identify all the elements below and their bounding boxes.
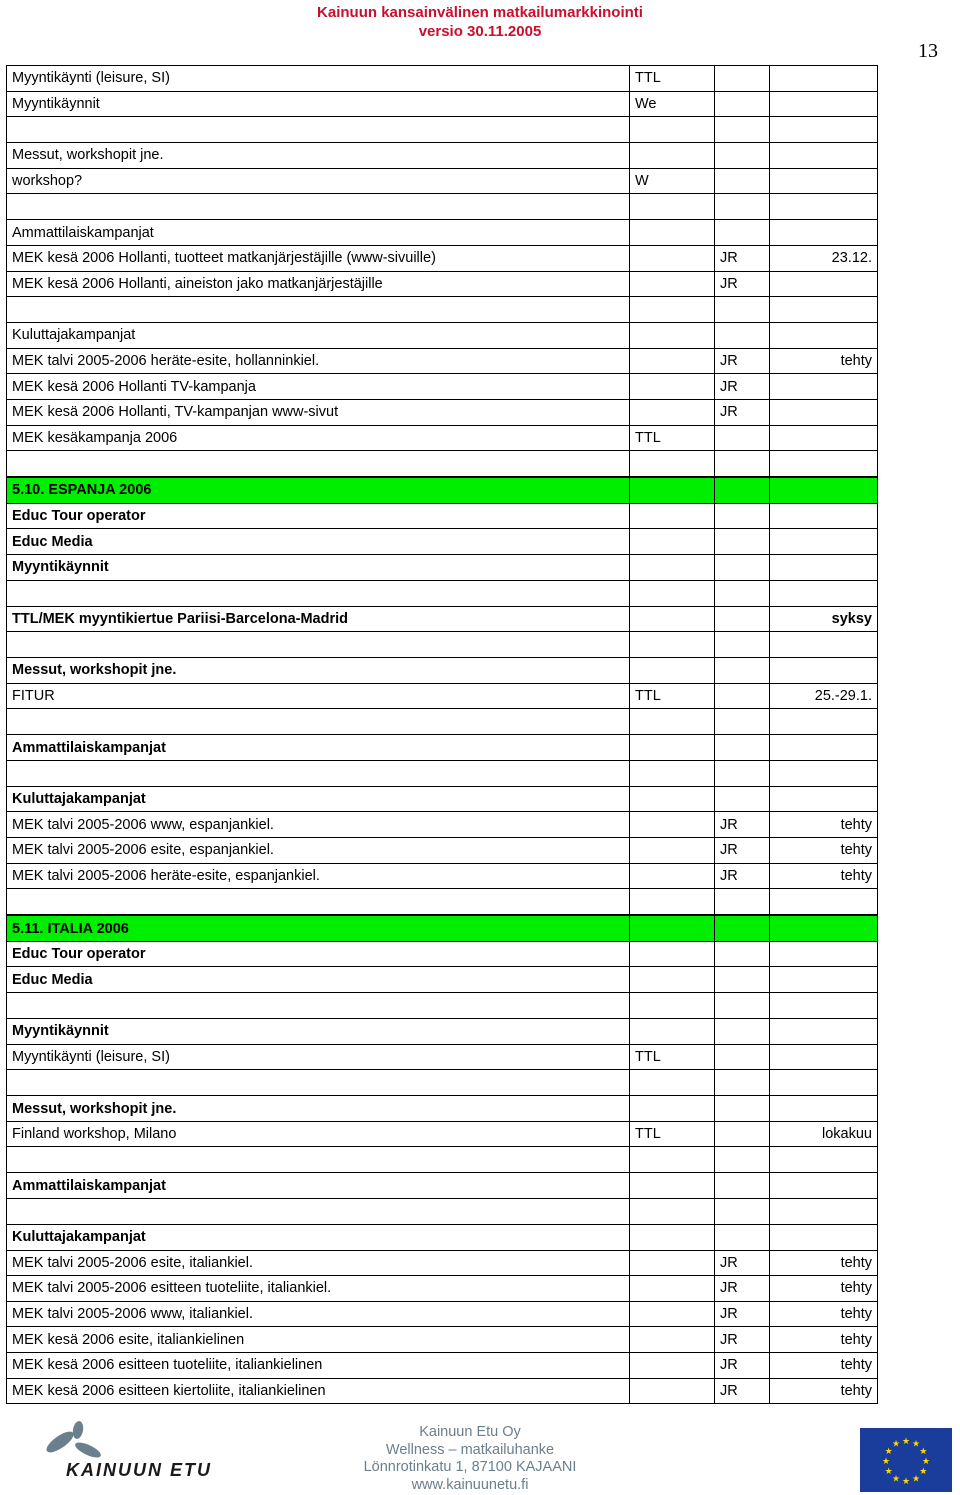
street-address: Lönnrotinkatu 1, 87100 KAJAANI (363, 1459, 577, 1475)
date-cell (770, 786, 878, 812)
date-cell (770, 1070, 878, 1096)
responsible-cell (630, 812, 715, 838)
item-cell: Educ Media (7, 529, 630, 555)
date-cell (770, 477, 878, 503)
owner-cell (715, 477, 770, 503)
table-row (7, 66, 878, 92)
responsible-cell (630, 1276, 715, 1302)
date-cell (770, 1225, 878, 1251)
table-row (7, 863, 878, 889)
table-row (7, 1301, 878, 1327)
owner-cell (715, 709, 770, 735)
eu-star-icon: ★ (911, 1438, 921, 1449)
date-cell (770, 1147, 878, 1173)
owner-cell: JR (715, 245, 770, 271)
date-cell (770, 503, 878, 529)
table-row (7, 1327, 878, 1353)
owner-cell: JR (715, 1327, 770, 1353)
responsible-cell (630, 1199, 715, 1225)
owner-cell: JR (715, 348, 770, 374)
responsible-cell (630, 297, 715, 323)
owner-cell (715, 915, 770, 941)
responsible-cell (630, 477, 715, 503)
owner-cell (715, 220, 770, 246)
owner-cell (715, 786, 770, 812)
logo-wordmark: KAINUUN ETU (66, 1460, 212, 1480)
table-row (7, 91, 878, 117)
responsible-cell (630, 580, 715, 606)
date-cell: tehty (770, 1352, 878, 1378)
owner-cell (715, 451, 770, 478)
date-cell: lokakuu (770, 1121, 878, 1147)
date-cell (770, 993, 878, 1019)
item-cell: MEK kesä 2006 Hollanti TV-kampanja (7, 374, 630, 400)
document-header (0, 3, 960, 41)
responsible-cell (630, 709, 715, 735)
owner-cell (715, 1225, 770, 1251)
table-row (7, 1121, 878, 1147)
date-cell (770, 967, 878, 993)
responsible-cell (630, 1019, 715, 1045)
spacer-row (7, 632, 878, 658)
item-cell: workshop? (7, 168, 630, 194)
owner-cell (715, 632, 770, 658)
responsible-cell (630, 967, 715, 993)
date-cell: 25.-29.1. (770, 683, 878, 709)
item-cell: MEK kesä 2006 Hollanti, TV-kampanjan www-sivut (7, 399, 630, 425)
kainuun-etu-logo (30, 1420, 220, 1480)
owner-cell (715, 1070, 770, 1096)
eu-star-icon: ★ (881, 1456, 891, 1466)
owner-cell (715, 117, 770, 143)
owner-cell: JR (715, 838, 770, 864)
owner-cell (715, 889, 770, 916)
item-cell: Educ Tour operator (7, 941, 630, 967)
spacer-row (7, 889, 878, 916)
owner-cell (715, 194, 770, 220)
marketing-plan-table (6, 65, 878, 1404)
responsible-cell (630, 271, 715, 297)
spacer-row (7, 194, 878, 220)
responsible-cell (630, 1378, 715, 1404)
owner-cell (715, 683, 770, 709)
date-cell (770, 1199, 878, 1225)
table-row (7, 529, 878, 555)
responsible-cell (630, 1173, 715, 1199)
item-cell: Educ Tour operator (7, 503, 630, 529)
item-cell: MEK talvi 2005-2006 esite, espanjankiel. (7, 838, 630, 864)
eu-star-icon: ★ (919, 1466, 928, 1476)
header-version: versio 30.11.2005 (418, 23, 542, 40)
item-cell (7, 1199, 630, 1225)
owner-cell (715, 554, 770, 580)
responsible-cell (630, 760, 715, 786)
owner-cell (715, 735, 770, 761)
table-row (7, 1378, 878, 1404)
table-row (7, 606, 878, 632)
responsible-cell: W (630, 168, 715, 194)
table-row (7, 168, 878, 194)
item-cell: Educ Media (7, 967, 630, 993)
item-cell (7, 451, 630, 478)
date-cell: 23.12. (770, 245, 878, 271)
owner-cell: JR (715, 812, 770, 838)
item-cell: MEK talvi 2005-2006 www, italiankiel. (7, 1301, 630, 1327)
item-cell: MEK talvi 2005-2006 esite, italiankiel. (7, 1250, 630, 1276)
item-cell: Ammattilaiskampanjat (7, 1173, 630, 1199)
owner-cell (715, 941, 770, 967)
owner-cell: JR (715, 271, 770, 297)
item-cell: MEK talvi 2005-2006 www, espanjankiel. (7, 812, 630, 838)
responsible-cell (630, 194, 715, 220)
owner-cell (715, 66, 770, 92)
responsible-cell: We (630, 91, 715, 117)
owner-cell: JR (715, 863, 770, 889)
item-cell: Myyntikäynnit (7, 554, 630, 580)
item-cell: Kuluttajakampanjat (7, 786, 630, 812)
responsible-cell (630, 245, 715, 271)
owner-cell (715, 1019, 770, 1045)
responsible-cell (630, 374, 715, 400)
responsible-cell: TTL (630, 683, 715, 709)
table-row (7, 1096, 878, 1122)
spacer-row (7, 709, 878, 735)
responsible-cell (630, 915, 715, 941)
date-cell (770, 399, 878, 425)
date-cell (770, 889, 878, 916)
item-cell: MEK kesä 2006 esite, italiankielinen (7, 1327, 630, 1353)
table-row (7, 323, 878, 349)
table-row (7, 1019, 878, 1045)
date-cell: tehty (770, 1250, 878, 1276)
owner-cell: JR (715, 1352, 770, 1378)
item-cell: Myyntikäynti (leisure, SI) (7, 1044, 630, 1070)
table-row (7, 967, 878, 993)
responsible-cell (630, 889, 715, 916)
date-cell (770, 529, 878, 555)
responsible-cell (630, 503, 715, 529)
date-cell: tehty (770, 1327, 878, 1353)
responsible-cell (630, 220, 715, 246)
date-cell (770, 117, 878, 143)
responsible-cell (630, 606, 715, 632)
owner-cell (715, 323, 770, 349)
website-link[interactable]: www.kainuunetu.fi (411, 1476, 529, 1493)
date-cell (770, 554, 878, 580)
responsible-cell (630, 1352, 715, 1378)
item-cell (7, 1070, 630, 1096)
table-row (7, 941, 878, 967)
responsible-cell: TTL (630, 1044, 715, 1070)
date-cell (770, 632, 878, 658)
responsible-cell (630, 1096, 715, 1122)
item-cell (7, 1147, 630, 1173)
eu-star-icon: ★ (901, 1436, 911, 1446)
eu-star-icon: ★ (911, 1473, 921, 1484)
table-row (7, 245, 878, 271)
item-cell: 5.10. ESPANJA 2006 (7, 477, 630, 503)
item-cell: FITUR (7, 683, 630, 709)
responsible-cell (630, 1327, 715, 1353)
project-name: Wellness – matkailuhanke (385, 1441, 555, 1458)
table-row (7, 1225, 878, 1251)
section-header-row (7, 915, 878, 941)
spacer-row (7, 117, 878, 143)
date-cell (770, 66, 878, 92)
item-cell: Messut, workshopit jne. (7, 143, 630, 169)
owner-cell (715, 168, 770, 194)
table-row (7, 220, 878, 246)
date-cell (770, 220, 878, 246)
date-cell (770, 194, 878, 220)
eu-star-icon: ★ (884, 1446, 893, 1456)
item-cell (7, 632, 630, 658)
spacer-row (7, 297, 878, 323)
item-cell (7, 194, 630, 220)
item-cell: MEK kesä 2006 esitteen tuoteliite, italiankielinen (7, 1352, 630, 1378)
eu-star-icon: ★ (919, 1446, 928, 1456)
table-row (7, 425, 878, 451)
date-cell (770, 941, 878, 967)
spacer-row (7, 1070, 878, 1096)
owner-cell (715, 425, 770, 451)
responsible-cell (630, 451, 715, 478)
owner-cell (715, 1199, 770, 1225)
date-cell: tehty (770, 1276, 878, 1302)
eu-flag-icon (860, 1428, 952, 1492)
responsible-cell (630, 554, 715, 580)
date-cell (770, 1044, 878, 1070)
item-cell: TTL/MEK myyntikiertue Pariisi-Barcelona-Madrid (7, 606, 630, 632)
table-row (7, 786, 878, 812)
item-cell: Ammattilaiskampanjat (7, 735, 630, 761)
eu-star-icon: ★ (921, 1456, 931, 1466)
owner-cell (715, 297, 770, 323)
date-cell (770, 425, 878, 451)
date-cell (770, 1173, 878, 1199)
owner-cell (715, 143, 770, 169)
responsible-cell (630, 1070, 715, 1096)
item-cell (7, 889, 630, 916)
owner-cell: JR (715, 1301, 770, 1327)
section-header-row (7, 477, 878, 503)
item-cell: MEK kesä 2006 Hollanti, aineiston jako matkanjärjestäjille (7, 271, 630, 297)
header-title: Kainuun kansainvälinen matkailumarkkinointi (317, 4, 643, 21)
table-row (7, 143, 878, 169)
item-cell (7, 297, 630, 323)
owner-cell (715, 1121, 770, 1147)
item-cell: Messut, workshopit jne. (7, 658, 630, 684)
table-row (7, 683, 878, 709)
item-cell (7, 580, 630, 606)
date-cell (770, 580, 878, 606)
date-cell: syksy (770, 606, 878, 632)
date-cell (770, 709, 878, 735)
item-cell: MEK kesäkampanja 2006 (7, 425, 630, 451)
table-row (7, 271, 878, 297)
responsible-cell (630, 632, 715, 658)
date-cell: tehty (770, 348, 878, 374)
spacer-row (7, 1199, 878, 1225)
spacer-row (7, 993, 878, 1019)
item-cell: 5.11. ITALIA 2006 (7, 915, 630, 941)
date-cell: tehty (770, 812, 878, 838)
owner-cell (715, 993, 770, 1019)
owner-cell (715, 967, 770, 993)
item-cell: Myyntikäynnit (7, 91, 630, 117)
responsible-cell (630, 735, 715, 761)
responsible-cell (630, 1301, 715, 1327)
date-cell: tehty (770, 1301, 878, 1327)
item-cell: Messut, workshopit jne. (7, 1096, 630, 1122)
owner-cell: JR (715, 374, 770, 400)
responsible-cell (630, 1225, 715, 1251)
spacer-row (7, 580, 878, 606)
responsible-cell (630, 993, 715, 1019)
date-cell: tehty (770, 838, 878, 864)
item-cell: Kuluttajakampanjat (7, 323, 630, 349)
item-cell: Myyntikäynti (leisure, SI) (7, 66, 630, 92)
owner-cell (715, 503, 770, 529)
date-cell (770, 1019, 878, 1045)
owner-cell (715, 658, 770, 684)
spacer-row (7, 451, 878, 478)
item-cell: MEK kesä 2006 esitteen kiertoliite, italiankielinen (7, 1378, 630, 1404)
date-cell (770, 915, 878, 941)
responsible-cell (630, 786, 715, 812)
item-cell: MEK talvi 2005-2006 heräte-esite, espanjankiel. (7, 863, 630, 889)
table-row (7, 735, 878, 761)
table-row (7, 1173, 878, 1199)
owner-cell (715, 580, 770, 606)
table-row (7, 1276, 878, 1302)
owner-cell (715, 760, 770, 786)
date-cell (770, 323, 878, 349)
item-cell: Ammattilaiskampanjat (7, 220, 630, 246)
owner-cell: JR (715, 1276, 770, 1302)
date-cell: tehty (770, 1378, 878, 1404)
date-cell (770, 1096, 878, 1122)
item-cell: MEK kesä 2006 Hollanti, tuotteet matkanjärjestäjille (www-sivuille) (7, 245, 630, 271)
owner-cell (715, 91, 770, 117)
owner-cell (715, 1096, 770, 1122)
company-name: Kainuun Etu Oy (419, 1424, 521, 1440)
date-cell (770, 658, 878, 684)
owner-cell (715, 1147, 770, 1173)
responsible-cell (630, 838, 715, 864)
responsible-cell (630, 941, 715, 967)
responsible-cell (630, 323, 715, 349)
date-cell (770, 143, 878, 169)
eu-star-icon: ★ (891, 1438, 901, 1449)
table-row (7, 1250, 878, 1276)
table-row (7, 838, 878, 864)
responsible-cell (630, 1250, 715, 1276)
responsible-cell (630, 658, 715, 684)
responsible-cell: TTL (630, 1121, 715, 1147)
table-row (7, 1044, 878, 1070)
date-cell (770, 374, 878, 400)
date-cell (770, 271, 878, 297)
table-row (7, 348, 878, 374)
responsible-cell (630, 117, 715, 143)
owner-cell (715, 1044, 770, 1070)
responsible-cell: TTL (630, 66, 715, 92)
date-cell (770, 735, 878, 761)
table-row (7, 399, 878, 425)
item-cell (7, 709, 630, 735)
table-row (7, 554, 878, 580)
item-cell (7, 117, 630, 143)
owner-cell (715, 1173, 770, 1199)
spacer-row (7, 1147, 878, 1173)
footer-address (300, 1424, 640, 1494)
responsible-cell (630, 143, 715, 169)
table-row (7, 812, 878, 838)
table-row (7, 658, 878, 684)
date-cell (770, 168, 878, 194)
item-cell: MEK talvi 2005-2006 heräte-esite, hollanninkiel. (7, 348, 630, 374)
owner-cell: JR (715, 399, 770, 425)
date-cell (770, 297, 878, 323)
page-number: 13 (918, 40, 938, 62)
item-cell: Myyntikäynnit (7, 1019, 630, 1045)
responsible-cell (630, 529, 715, 555)
responsible-cell (630, 863, 715, 889)
item-cell (7, 993, 630, 1019)
owner-cell (715, 606, 770, 632)
item-cell: Finland workshop, Milano (7, 1121, 630, 1147)
item-cell: MEK talvi 2005-2006 esitteen tuoteliite, italiankiel. (7, 1276, 630, 1302)
date-cell (770, 91, 878, 117)
responsible-cell (630, 399, 715, 425)
table-row (7, 374, 878, 400)
item-cell: Kuluttajakampanjat (7, 1225, 630, 1251)
item-cell (7, 760, 630, 786)
table-row (7, 1352, 878, 1378)
spacer-row (7, 760, 878, 786)
date-cell (770, 760, 878, 786)
eu-star-icon: ★ (884, 1466, 893, 1476)
owner-cell: JR (715, 1250, 770, 1276)
date-cell: tehty (770, 863, 878, 889)
eu-star-icon: ★ (891, 1473, 901, 1484)
responsible-cell (630, 1147, 715, 1173)
date-cell (770, 451, 878, 478)
owner-cell: JR (715, 1378, 770, 1404)
eu-star-icon: ★ (901, 1476, 911, 1486)
responsible-cell (630, 348, 715, 374)
responsible-cell: TTL (630, 425, 715, 451)
owner-cell (715, 529, 770, 555)
table-row (7, 503, 878, 529)
